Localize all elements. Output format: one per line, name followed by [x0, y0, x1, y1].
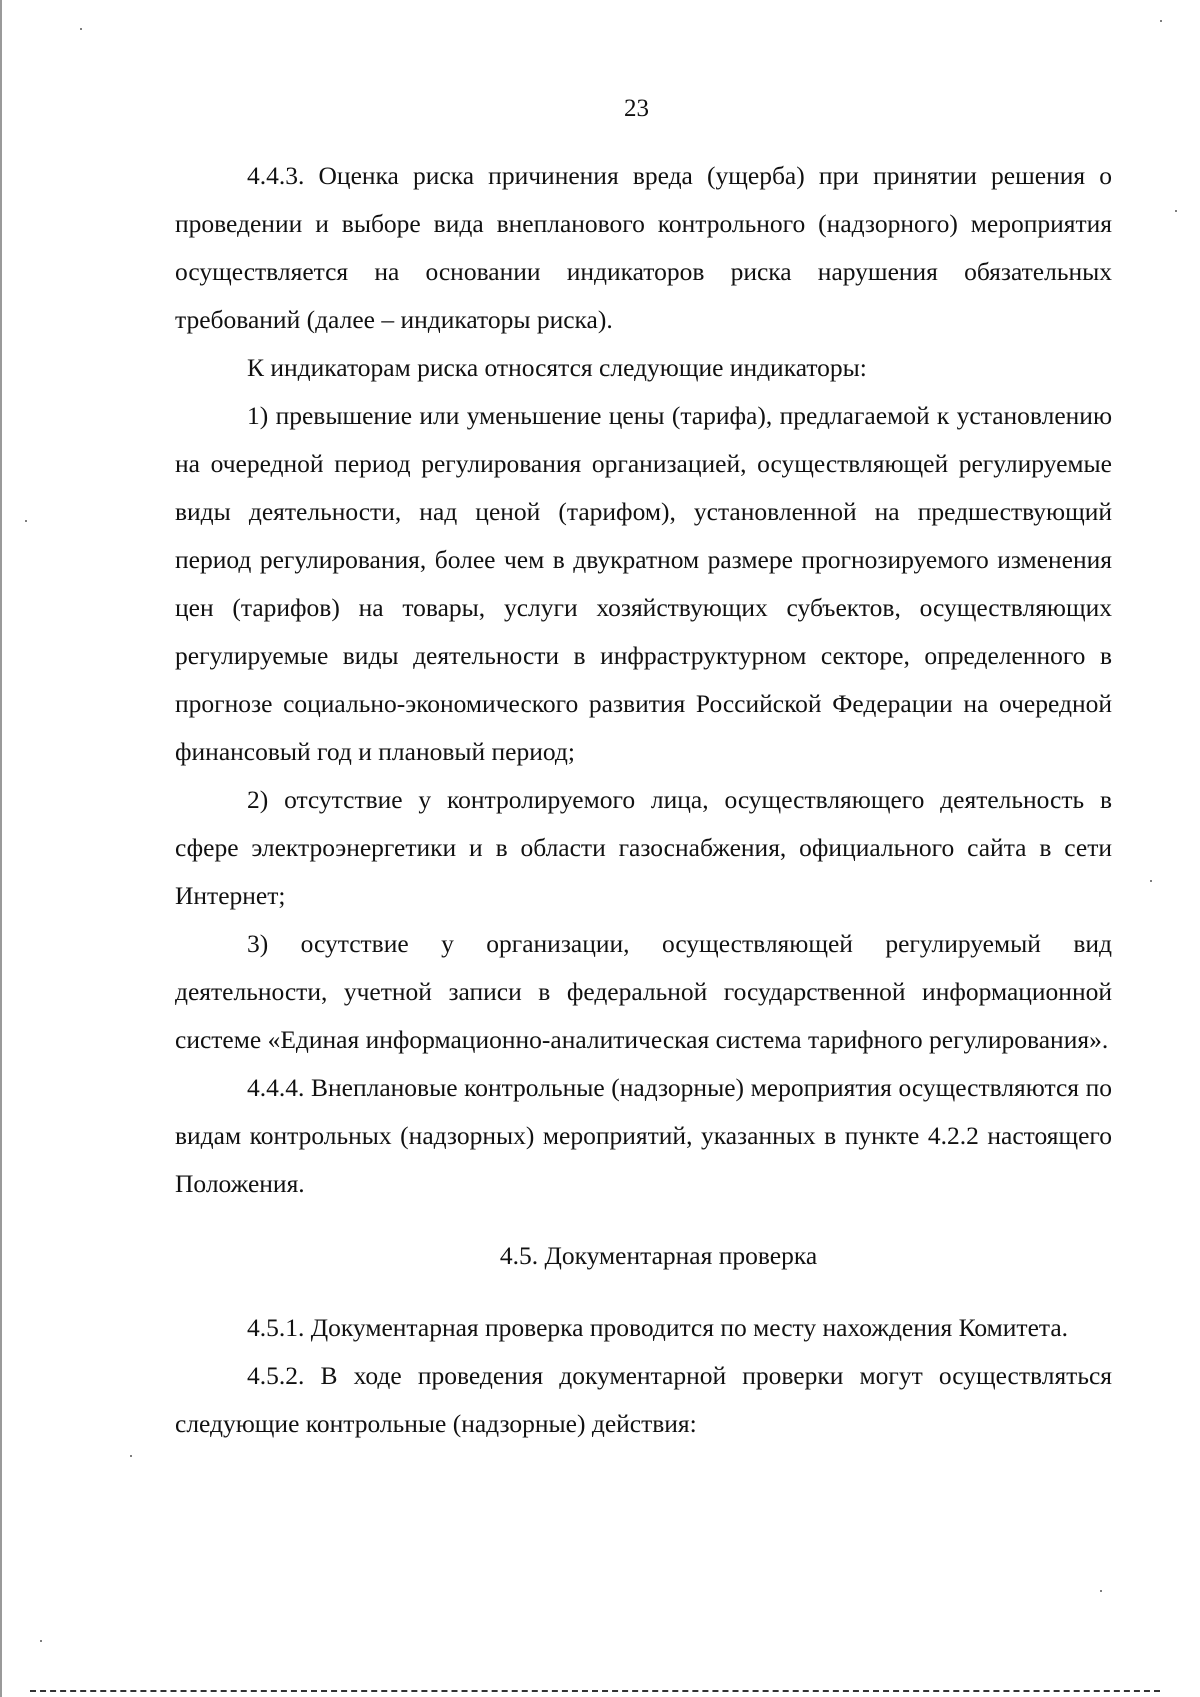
scan-speck [40, 1640, 42, 1642]
scan-speck [1100, 1590, 1102, 1592]
document-body [175, 152, 1112, 1448]
paragraph-indicator-2: 2) отсутствие у контролируемого лица, осуществляющего деятельность в сфере электроэнергетики и в области газоснабжения, официального сайта в сети Интернет; [175, 785, 1112, 910]
paragraph-indicator-3: 3) осутствие у организации, осуществляющей регулируемый вид деятельности, учетной записи в федеральной государственной информационной системе «Единая информационно-аналитическая система тарифного регулирования». [175, 929, 1112, 1054]
paragraph-4-5-1: 4.5.1. Документарная проверка проводится по месту нахождения Комитета. [247, 1313, 1069, 1342]
paragraph-4-4-4: 4.4.4. Внеплановые контрольные (надзорные) мероприятия осуществляются по видам контрольных (надзорных) мероприятий, указанных в пункте 4.2.2 настоящего Положения. [175, 1073, 1112, 1198]
scan-speck [1150, 880, 1152, 882]
page-number: 23 [624, 95, 649, 122]
scan-speck [1175, 210, 1177, 212]
scan-speck [25, 520, 27, 522]
section-heading-4-5: 4.5. Документарная проверка [499, 1241, 818, 1270]
paragraph-indicators-intro: К индикаторам риска относятся следующие индикаторы: [247, 353, 867, 382]
paragraph-4-4-3: 4.4.3. Оценка риска причинения вреда (ущерба) при принятии решения о проведении и выборе вида внепланового контрольного (надзорного) мероприятия осуществляется на основании индикаторов риска нарушения обязательных требований (далее – индикаторы риска). [175, 161, 1112, 334]
scan-left-edge [0, 0, 2, 1697]
scan-speck [80, 28, 82, 30]
paragraph-indicator-1: 1) превышение или уменьшение цены (тарифа), предлагаемой к установлению на очередной период регулирования организацией, осуществляющей регулируемые виды деятельности, над ценой (тарифом), установленной на предшествующий период регулирования, более чем в двукратном размере прогнозируемого изменения цен (тарифов) на товары, услуги хозяйствующих субъектов, осуществляющих регулируемые виды деятельности в инфраструктурном секторе, определенного в прогнозе социально-экономического развития Российской Федерации на очередной финансовый год и плановый период; [175, 401, 1112, 766]
paragraph-4-5-2: 4.5.2. В ходе проведения документарной проверки могут осуществляться следующие контрольные (надзорные) действия: [175, 1361, 1112, 1438]
scan-bottom-rule [30, 1690, 1160, 1692]
scan-speck [1160, 20, 1162, 22]
scan-speck [130, 1455, 132, 1457]
